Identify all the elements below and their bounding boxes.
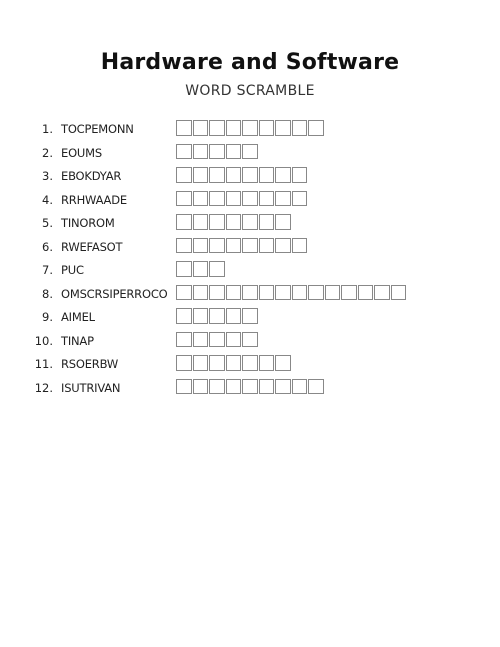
letter-box[interactable]	[308, 120, 324, 136]
item-number: 5.	[42, 216, 53, 230]
letter-box[interactable]	[209, 167, 225, 183]
letter-box[interactable]	[209, 332, 225, 348]
letter-box[interactable]	[176, 191, 192, 207]
letter-box[interactable]	[292, 120, 308, 136]
answer-boxes	[176, 379, 325, 395]
letter-box[interactable]	[193, 144, 209, 160]
answer-boxes	[176, 261, 226, 277]
word-row	[0, 165, 500, 189]
letter-box[interactable]	[275, 379, 291, 395]
letter-box[interactable]	[226, 120, 242, 136]
letter-box[interactable]	[176, 144, 192, 160]
answer-boxes	[176, 167, 308, 183]
letter-box[interactable]	[242, 191, 258, 207]
letter-box[interactable]	[193, 332, 209, 348]
scrambled-word: OMSCRSIPERROCO	[61, 286, 168, 301]
letter-box[interactable]	[292, 167, 308, 183]
letter-box[interactable]	[226, 332, 242, 348]
scrambled-word: RSOERBW	[61, 357, 119, 371]
letter-box[interactable]	[242, 167, 258, 183]
letter-box[interactable]	[259, 285, 275, 301]
letter-box[interactable]	[226, 285, 242, 301]
letter-box[interactable]	[176, 355, 192, 371]
letter-box[interactable]	[242, 120, 258, 136]
letter-box[interactable]	[292, 238, 308, 254]
letter-box[interactable]	[242, 332, 258, 348]
letter-box[interactable]	[259, 167, 275, 183]
letter-box[interactable]	[391, 285, 407, 301]
word-row	[0, 212, 500, 236]
letter-box[interactable]	[193, 167, 209, 183]
letter-box[interactable]	[176, 238, 192, 254]
letter-box[interactable]	[176, 308, 192, 324]
letter-box[interactable]	[242, 238, 258, 254]
item-number: 8.	[42, 286, 53, 301]
letter-box[interactable]	[209, 191, 225, 207]
letter-box[interactable]	[275, 214, 291, 230]
answer-boxes	[176, 191, 308, 207]
scrambled-word: PUC	[61, 263, 84, 277]
letter-box[interactable]	[176, 261, 192, 277]
answer-boxes	[176, 144, 259, 160]
letter-box[interactable]	[374, 285, 390, 301]
answer-boxes	[176, 308, 259, 324]
scrambled-word: RRHWAADE	[61, 192, 127, 207]
letter-box[interactable]	[209, 308, 225, 324]
scrambled-word: AIMEL	[61, 310, 95, 324]
letter-box[interactable]	[275, 191, 291, 207]
letter-box[interactable]	[259, 238, 275, 254]
letter-box[interactable]	[308, 379, 324, 395]
letter-box[interactable]	[176, 214, 192, 230]
item-number: 6.	[42, 239, 53, 254]
answer-boxes	[176, 120, 325, 136]
answer-boxes	[176, 355, 292, 371]
item-number: 9.	[42, 310, 53, 324]
letter-box[interactable]	[226, 355, 242, 371]
letter-box[interactable]	[358, 285, 374, 301]
letter-box[interactable]	[209, 214, 225, 230]
item-number: 1.	[42, 122, 53, 136]
letter-box[interactable]	[209, 238, 225, 254]
letter-box[interactable]	[176, 332, 192, 348]
letter-box[interactable]	[226, 308, 242, 324]
word-row	[0, 353, 500, 377]
letter-box[interactable]	[226, 214, 242, 230]
item-number: 10.	[34, 333, 53, 348]
letter-box[interactable]	[176, 120, 192, 136]
letter-box[interactable]	[341, 285, 357, 301]
word-list	[0, 118, 500, 400]
word-row	[0, 330, 500, 354]
letter-box[interactable]	[193, 355, 209, 371]
letter-box[interactable]	[176, 285, 192, 301]
item-number: 3.	[42, 169, 53, 183]
word-row	[0, 283, 500, 307]
letter-box[interactable]	[242, 214, 258, 230]
word-row	[0, 259, 500, 283]
word-row	[0, 142, 500, 166]
letter-box[interactable]	[209, 355, 225, 371]
word-row	[0, 118, 500, 142]
letter-box[interactable]	[193, 238, 209, 254]
letter-box[interactable]	[193, 120, 209, 136]
letter-box[interactable]	[259, 355, 275, 371]
word-row	[0, 306, 500, 330]
word-row	[0, 377, 500, 401]
letter-box[interactable]	[193, 379, 209, 395]
letter-box[interactable]	[308, 285, 324, 301]
answer-boxes	[176, 238, 308, 254]
letter-box[interactable]	[275, 355, 291, 371]
letter-box[interactable]	[242, 379, 258, 395]
item-number: 2.	[42, 145, 53, 160]
answer-boxes	[176, 214, 292, 230]
letter-box[interactable]	[292, 191, 308, 207]
letter-box[interactable]	[193, 191, 209, 207]
letter-box[interactable]	[209, 261, 225, 277]
letter-box[interactable]	[176, 167, 192, 183]
item-number: 4.	[42, 192, 53, 207]
page-title: Hardware and Software	[100, 50, 400, 75]
letter-box[interactable]	[226, 238, 242, 254]
letter-box[interactable]	[226, 379, 242, 395]
letter-box[interactable]	[242, 144, 258, 160]
letter-box[interactable]	[259, 214, 275, 230]
letter-box[interactable]	[209, 285, 225, 301]
item-number: 12.	[34, 380, 53, 395]
letter-box[interactable]	[193, 261, 209, 277]
answer-boxes	[176, 332, 259, 348]
scrambled-word: TINOROM	[61, 216, 115, 230]
item-number: 11.	[34, 357, 53, 371]
answer-boxes	[176, 285, 407, 301]
letter-box[interactable]	[275, 167, 291, 183]
word-row	[0, 189, 500, 213]
letter-box[interactable]	[226, 191, 242, 207]
letter-box[interactable]	[242, 285, 258, 301]
letter-box[interactable]	[209, 379, 225, 395]
scrambled-word: ISUTRIVAN	[61, 380, 121, 395]
letter-box[interactable]	[226, 144, 242, 160]
letter-box[interactable]	[209, 144, 225, 160]
letter-box[interactable]	[209, 120, 225, 136]
letter-box[interactable]	[292, 285, 308, 301]
letter-box[interactable]	[275, 238, 291, 254]
scrambled-word: EOUMS	[61, 145, 102, 160]
letter-box[interactable]	[226, 167, 242, 183]
letter-box[interactable]	[193, 285, 209, 301]
letter-box[interactable]	[275, 285, 291, 301]
letter-box[interactable]	[176, 379, 192, 395]
letter-box[interactable]	[259, 120, 275, 136]
letter-box[interactable]	[325, 285, 341, 301]
page-subtitle: WORD SCRAMBLE	[185, 83, 315, 99]
letter-box[interactable]	[242, 355, 258, 371]
letter-box[interactable]	[259, 191, 275, 207]
letter-box[interactable]	[275, 120, 291, 136]
item-number: 7.	[42, 263, 53, 277]
scrambled-word: RWEFASOT	[61, 239, 123, 254]
letter-box[interactable]	[292, 379, 308, 395]
scrambled-word: TINAP	[61, 333, 94, 348]
letter-box[interactable]	[193, 214, 209, 230]
scrambled-word: EBOKDYAR	[61, 169, 122, 183]
letter-box[interactable]	[193, 308, 209, 324]
letter-box[interactable]	[242, 308, 258, 324]
scrambled-word: TOCPEMONN	[61, 122, 134, 136]
word-row	[0, 236, 500, 260]
letter-box[interactable]	[259, 379, 275, 395]
